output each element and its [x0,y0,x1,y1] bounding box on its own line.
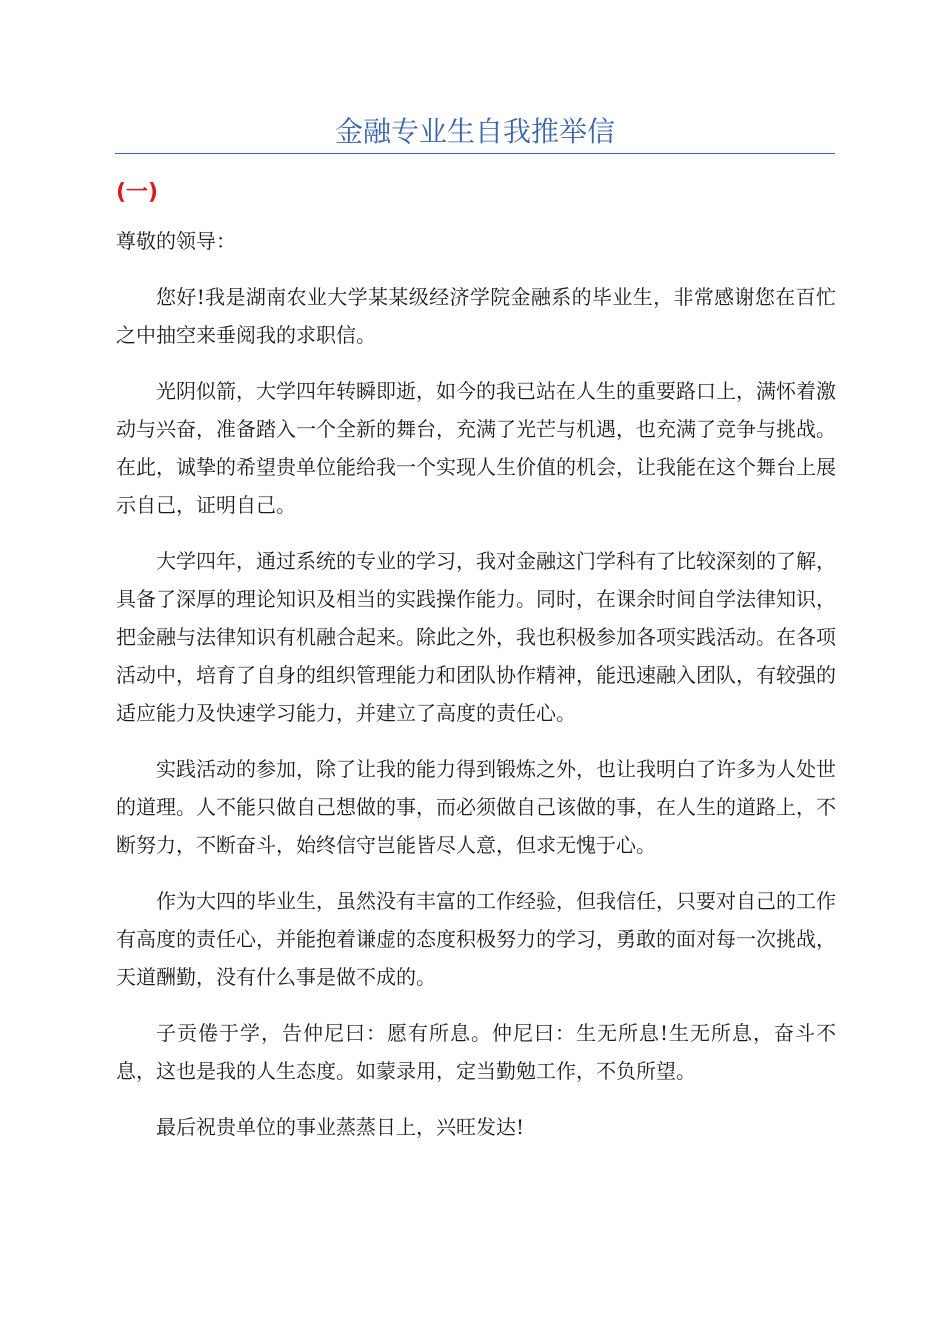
paragraph-intro: 光阴似箭，大学四年转瞬即逝，如今的我已站在人生的重要路口上，满怀着激动与兴奋，准备踏入一个全新的舞台，充满了光芒与机遇，也充满了竞争与挑战。在此，诚挚的希望贵单位能给我一个实现人生价值的机会，让我能在这个舞台上展示自己，证明自己。 [116,379,836,517]
document-title: 金融专业生自我推举信 [334,115,615,148]
salutation: 尊敬的领导： [116,229,236,253]
paragraph-practice: 实践活动的参加，除了让我的能力得到锻炼之外，也让我明白了许多为人处世的道理。人不能只做自己想做的事，而必须做自己该做的事，在人生的道路上，不断努力，不断奋斗，始终信守岂能皆尽人意，但求无愧于心。 [116,757,836,857]
paragraph-attitude: 作为大四的毕业生，虽然没有丰富的工作经验，但我信任，只要对自己的工作有高度的责任心，并能抱着谦虚的态度积极努力的学习，勇敢的面对每一次挑战，天道酬勤，没有什么事是做不成的。 [116,889,836,989]
section-label: (一) [116,180,159,205]
title-underline [115,153,835,154]
paragraph-quote: 子贡倦于学，告仲尼曰：愿有所息。仲尼曰：生无所息!生无所息，奋斗不息，这也是我的人生态度。如蒙录用，定当勤勉工作，不负所望。 [116,1021,836,1083]
paragraph-greeting: 您好!我是湖南农业大学某某级经济学院金融系的毕业生，非常感谢您在百忙之中抽空来垂阅我的求职信。 [116,285,836,347]
paragraph-study: 大学四年，通过系统的专业的学习，我对金融这门学科有了比较深刻的了解，具备了深厚的理论知识及相当的实践操作能力。同时，在课余时间自学法律知识，把金融与法律知识有机融合起来。除此之外，我也积极参加各项实践活动。在各项活动中，培育了自身的组织管理能力和团队协作精神，能迅速融入团队，有较强的适应能力及快速学习能力，并建立了高度的责任心。 [116,549,836,725]
letter-body [116,222,836,1164]
paragraph-closing: 最后祝贵单位的事业蒸蒸日上，兴旺发达! [156,1115,525,1139]
